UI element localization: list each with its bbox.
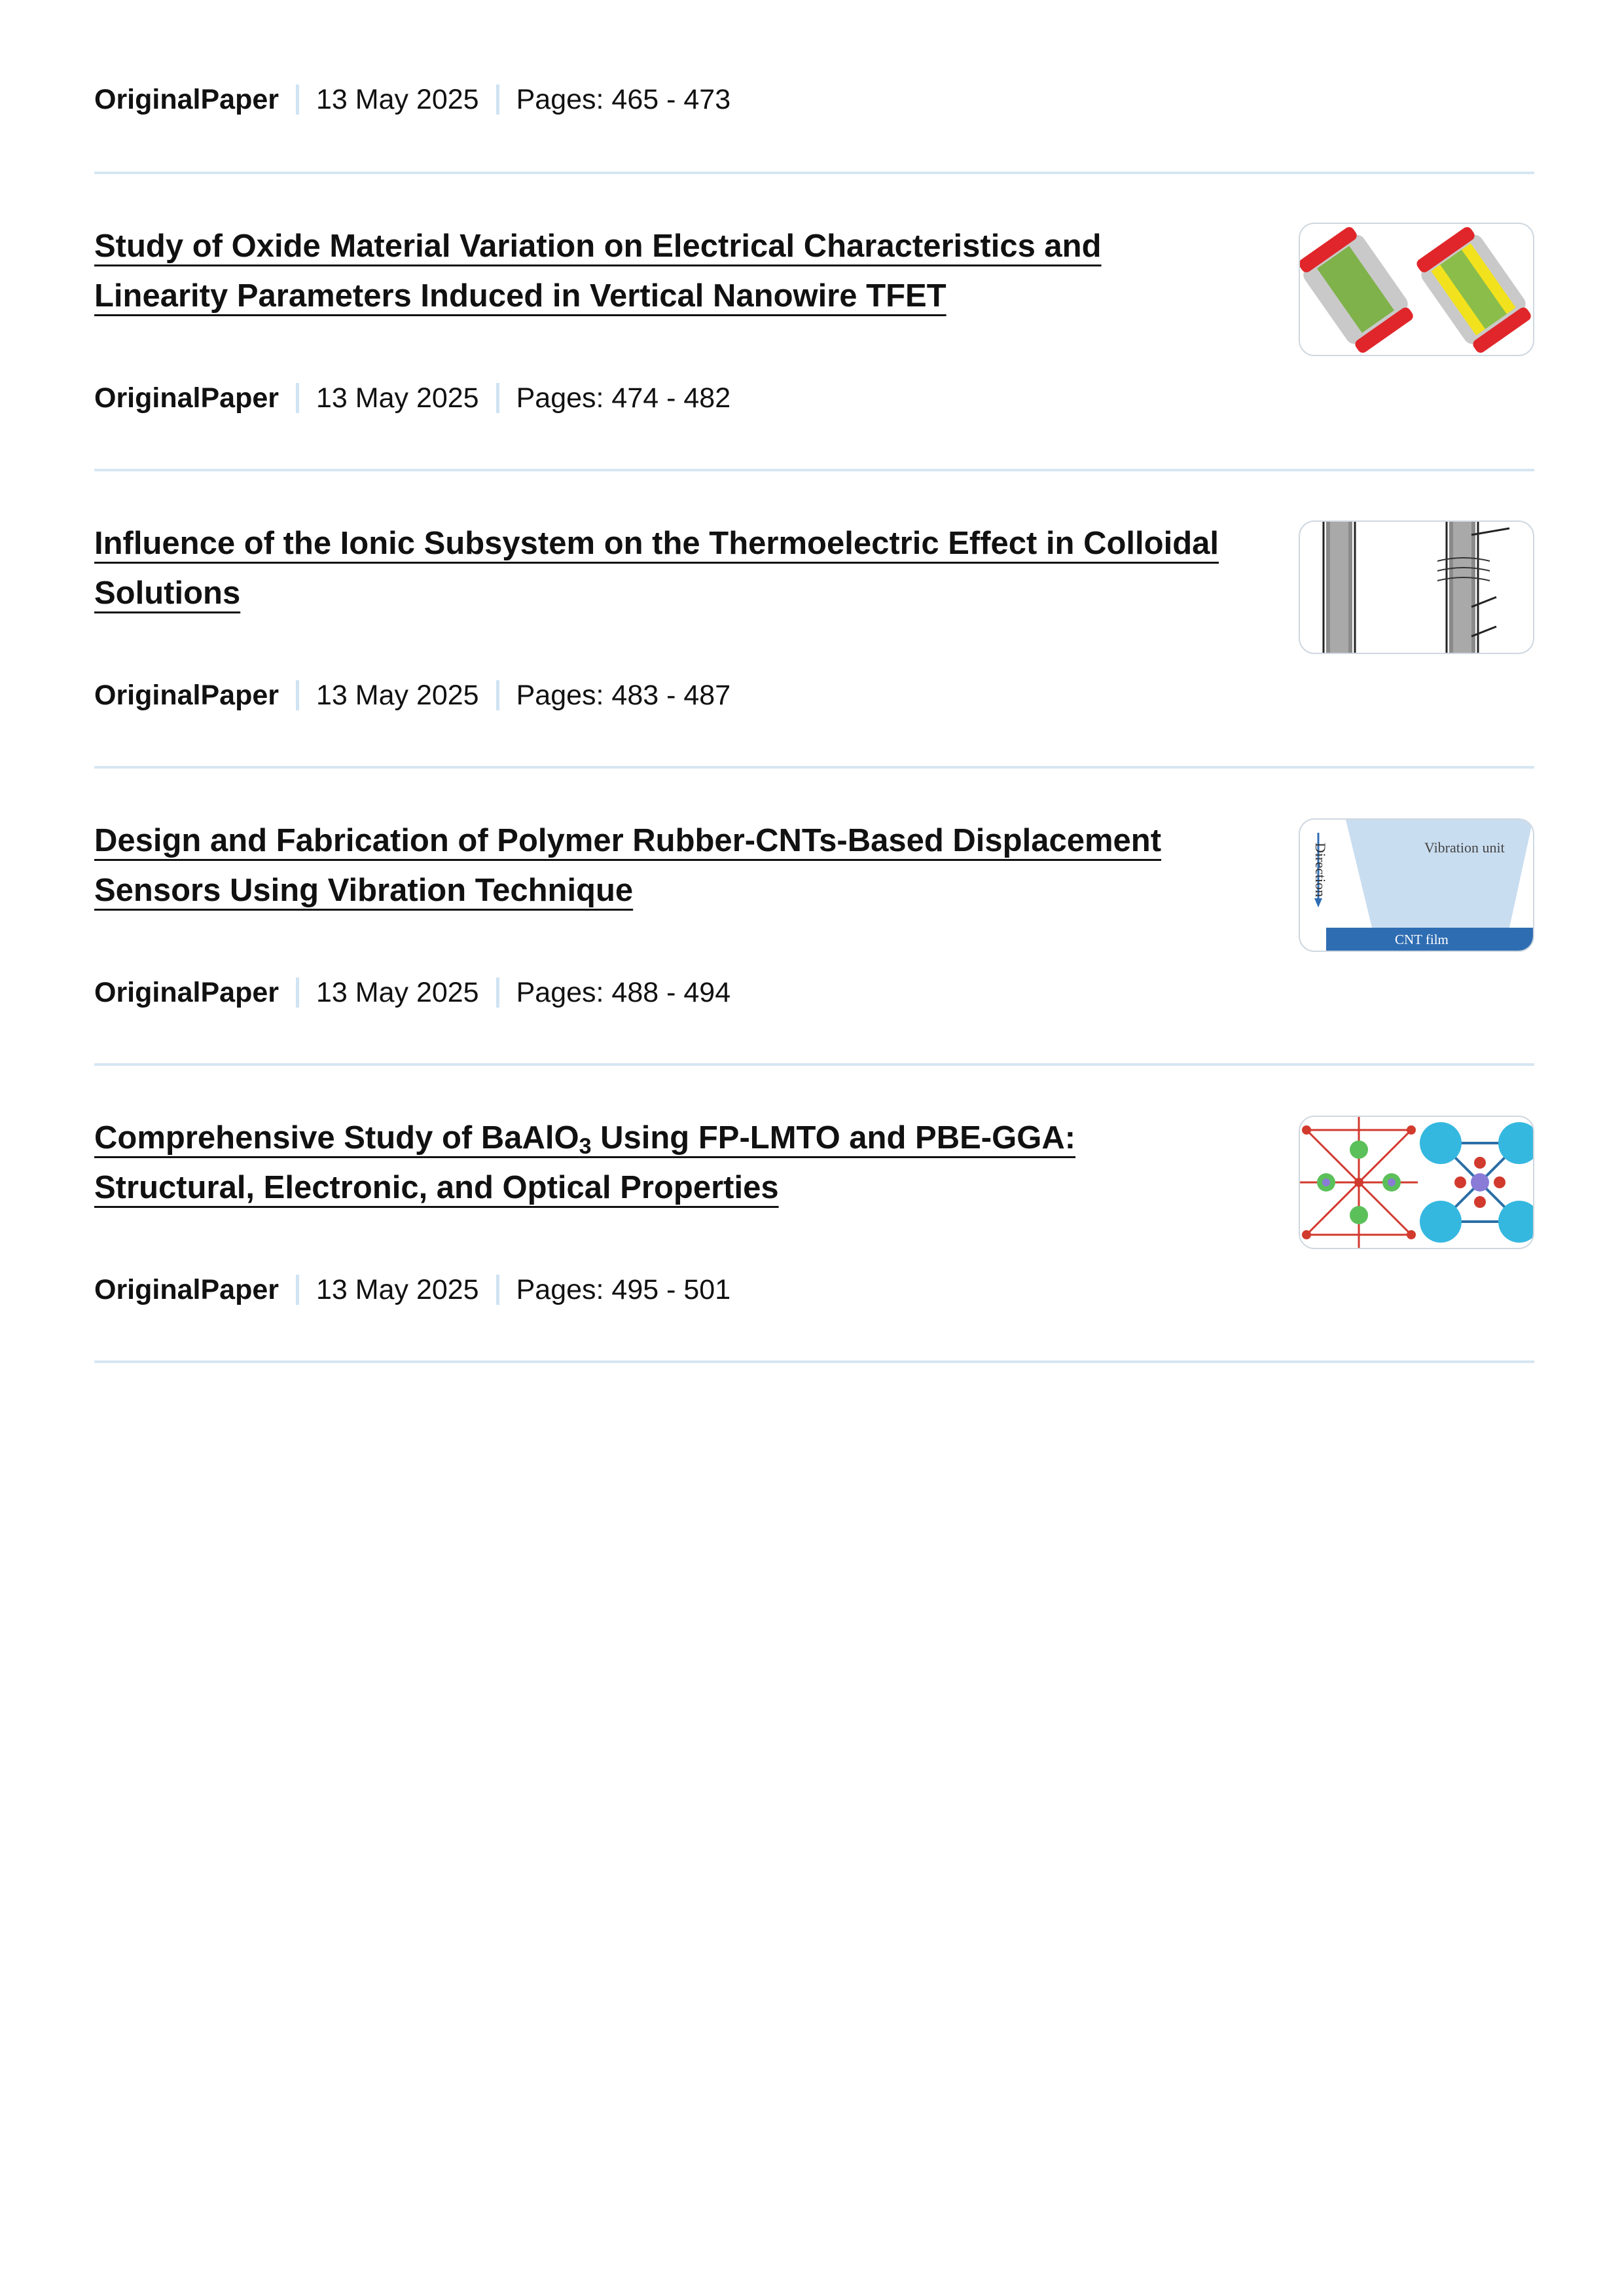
meta-separator — [496, 1275, 499, 1305]
divider — [94, 1360, 1534, 1363]
article-meta-0 — [94, 80, 730, 119]
article-title-link[interactable] — [94, 1120, 1075, 1205]
article-title-link[interactable]: Influence of the Ionic Subsystem on the Thermoelectric Effect in Colloidal Solutions — [94, 526, 1219, 611]
article-pages: Pages: 474 - 482 — [516, 382, 731, 414]
article-title-2 — [94, 519, 1233, 618]
vibration-unit-figure — [1300, 820, 1533, 951]
article-meta-3 — [94, 973, 730, 1012]
article-title-link[interactable]: Study of Oxide Material Variation on Electrical Characteristics and Linearity Parameters Induced in Vertical Nanowire TFET — [94, 228, 1102, 314]
meta-separator — [296, 84, 299, 115]
divider — [94, 1063, 1534, 1066]
article-title-3 — [94, 816, 1233, 915]
article-type: OriginalPaper — [94, 83, 279, 115]
meta-separator — [496, 84, 499, 115]
article-pages: Pages: 465 - 473 — [516, 83, 731, 115]
meta-separator — [296, 383, 299, 413]
article-date: 13 May 2025 — [315, 679, 479, 711]
crystal-structure-figure — [1300, 1117, 1533, 1248]
article-type: OriginalPaper — [94, 382, 279, 414]
meta-separator — [296, 977, 299, 1008]
divider — [94, 172, 1534, 174]
crystal-structure-thumbnail[interactable] — [1299, 1116, 1534, 1249]
article-pages: Pages: 495 - 501 — [516, 1273, 731, 1305]
article-meta-4 — [94, 1270, 730, 1309]
article-date: 13 May 2025 — [315, 83, 479, 115]
article-title-1 — [94, 221, 1233, 321]
article-date: 13 May 2025 — [315, 1273, 479, 1305]
article-pages: Pages: 488 - 494 — [516, 976, 731, 1008]
title-prefix: Comprehensive Study of BaAlO — [94, 1120, 579, 1156]
article-date: 13 May 2025 — [315, 976, 479, 1008]
title-suffix: Using FP-LMTO and PBE-GGA: Structural, Electronic, and Optical Properties — [94, 1120, 1076, 1205]
divider — [94, 469, 1534, 471]
meta-separator — [496, 383, 499, 413]
article-type: OriginalPaper — [94, 1273, 279, 1305]
title-subscript: 3 — [579, 1134, 592, 1159]
article-date: 13 May 2025 — [315, 382, 479, 414]
article-pages: Pages: 483 - 487 — [516, 679, 731, 711]
article-meta-2 — [94, 676, 730, 715]
article-title-link[interactable]: Design and Fabrication of Polymer Rubber-CNTs-Based Displacement Sensors Using Vibration Technique — [94, 823, 1162, 908]
article-meta-1 — [94, 378, 730, 418]
meta-separator — [496, 977, 499, 1008]
article-type: OriginalPaper — [94, 679, 279, 711]
vibration-unit-label: Vibration unit — [1424, 839, 1505, 856]
cnt-film-label: CNT film — [1395, 932, 1449, 947]
nanowire-tfet-figure — [1300, 224, 1533, 355]
meta-separator — [296, 680, 299, 710]
vibration-unit-thumbnail[interactable] — [1299, 818, 1534, 952]
thermoelectric-cell-figure — [1300, 522, 1533, 653]
nanowire-tfet-thumbnail[interactable] — [1299, 223, 1534, 356]
article-type: OriginalPaper — [94, 976, 279, 1008]
divider — [94, 766, 1534, 769]
direction-label: Direction — [1312, 843, 1329, 898]
meta-separator — [296, 1275, 299, 1305]
meta-separator — [496, 680, 499, 710]
article-title-4 — [94, 1113, 1233, 1212]
thermoelectric-cell-thumbnail[interactable] — [1299, 520, 1534, 654]
